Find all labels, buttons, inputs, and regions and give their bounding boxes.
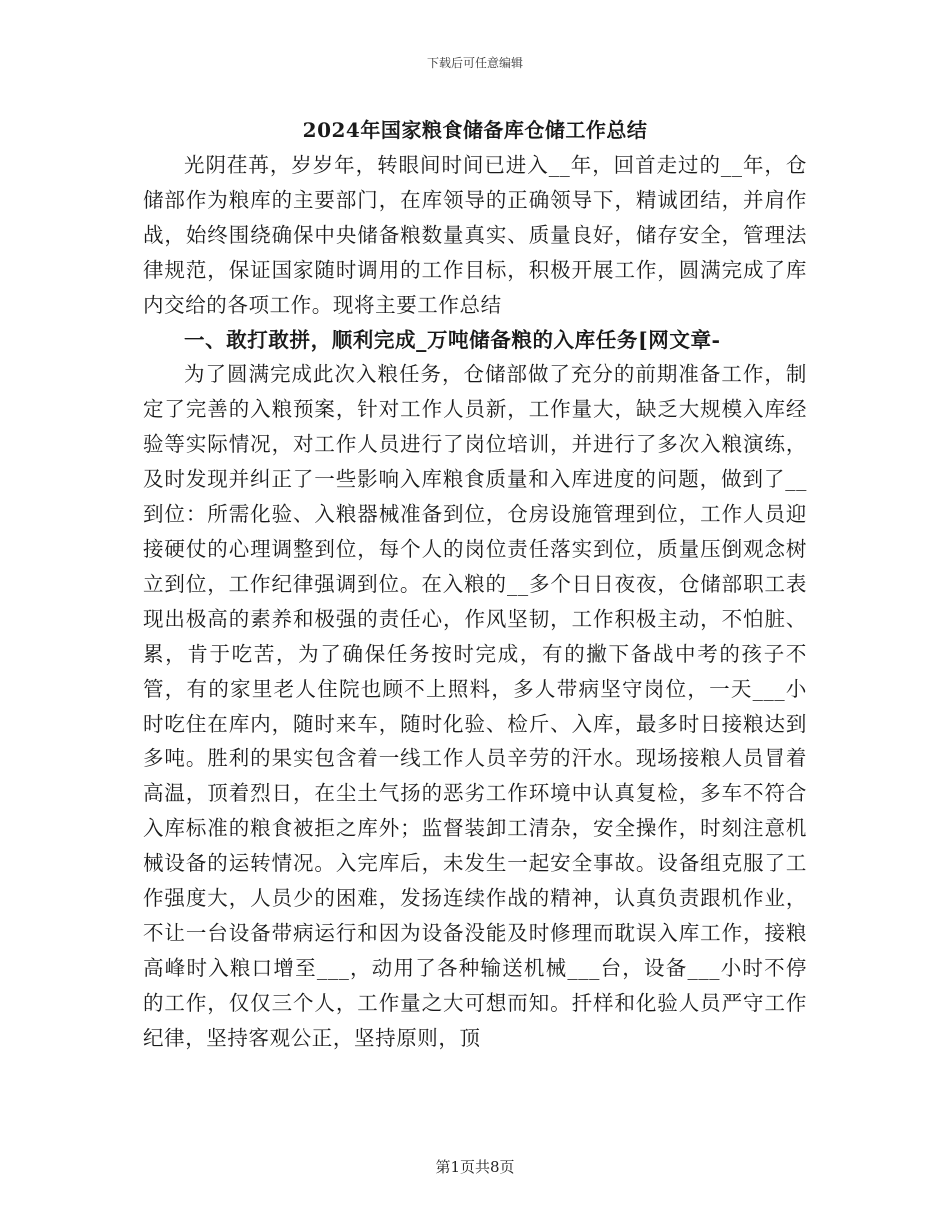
body-paragraph: 为了圆满完成此次入粮任务，仓储部做了充分的前期准备工作，制定了完善的入粮预案，针对工作人员新，工作量大，缺乏大规模入库经验等实际情况，对工作人员进行了岗位培训，并进行了多次入粮演练，及时发现并纠正了一些影响入库粮食质量和入库进度的问题，做到了__到位：所需化验、入粮器械准备到位，仓房设施管理到位，工作人员迎接硬仗的心理调整到位，每个人的岗位责任落实到位，质量压倒观念树立到位，工作纪律强调到位。在入粮的__多个日日夜夜，仓储部职工表现出极高的素养和极强的责任心，作风坚韧，工作积极主动，不怕脏、累，肯于吃苦，为了确保任务按时完成，有的撇下备战中考的孩子不管，有的家里老人住院也顾不上照料，多人带病坚守岗位，一天___小时吃住在库内，随时来车，随时化验、检斤、入库，最多时日接粮达到多吨。胜利的果实包含着一线工作人员辛劳的汗水。现场接粮人员冒着高温，顶着烈日，在尘土气扬的恶劣工作环境中认真复检，多车不符合入库标准的粮食被拒之库外；监督装卸工清杂，安全操作，时刻注意机械设备的运转情况。入完库后，未发生一起安全事故。设备组克服了工作强度大，人员少的困难，发扬连续作战的精神，认真负责跟机作业，不让一台设备带病运行和因为设备没能及时修理而耽误入库工作，接粮高峰时入粮口增至___，动用了各种输送机械___台，设备___小时不停的工作，仅仅三个人，工作量之大可想而知。扦样和化验人员严守工作纪律，坚持客观公正，坚持原则，顶: [143, 362, 807, 1050]
page-number: 第1页共8页: [435, 1158, 515, 1176]
section-heading: 一、敢打敢拼，顺利完成_万吨储备粮的入库任务[网文章-: [184, 327, 721, 352]
intro-paragraph: 光阴荏苒，岁岁年，转眼间时间已进入__年，回首走过的__年，仓储部作为粮库的主要部门，在库领导的正确领导下，精诚团结，并肩作战，始终围绕确保中央储备粮数量真实、质量良好，储存安全，管理法律规范，保证国家随时调用的工作目标，积极开展工作，圆满完成了库内交给的各项工作。现将主要工作总结: [143, 153, 807, 317]
download-note: 下载后可任意编辑: [426, 56, 523, 70]
document-body: [143, 148, 807, 1056]
document-title: 2024年国家粮食储备库仓储工作总结: [302, 118, 648, 142]
